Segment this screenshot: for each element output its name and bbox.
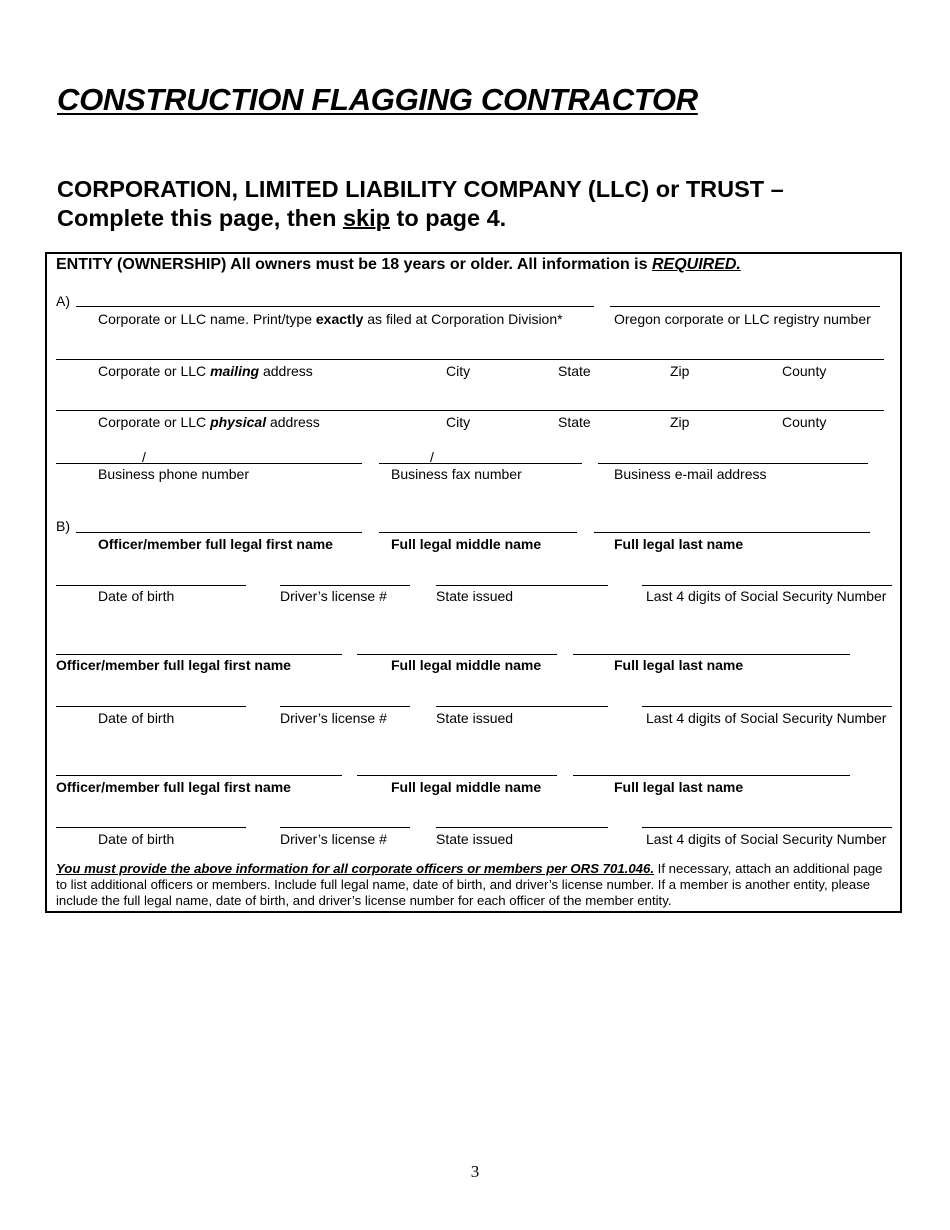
business-phone-label: Business phone number [98,466,249,482]
officer-requirement-note [56,861,892,909]
officer3-license-label: Driver’s license # [280,831,387,847]
business-fax-label: Business fax number [391,466,522,482]
officer2-middle-name-field[interactable] [357,654,557,655]
city-label: City [446,414,471,430]
name-label-bold: exactly [315,311,364,327]
officer3-middle-name-label: Full legal middle name [391,779,542,795]
zip-label: Zip [670,363,690,379]
county-label: County [782,414,827,430]
officer3-state-issued-field[interactable] [436,827,608,828]
officer1-dob-field[interactable] [56,585,246,586]
section-b-label: B) [56,518,70,534]
officer3-last-name-field[interactable] [573,775,850,776]
fax-separator: / [430,449,434,465]
state-label: State [558,363,591,379]
officer3-dob-field[interactable] [56,827,246,828]
officer2-first-name-label: Officer/member full legal first name [56,657,291,673]
page-number: 3 [470,1162,480,1181]
officer2-license-label: Driver’s license # [280,710,387,726]
section-subtitle-line1: CORPORATION, LIMITED LIABILITY COMPANY (LLC) or TRUST – [57,176,784,202]
registry-number-field[interactable] [610,306,880,307]
officer3-dob-label: Date of birth [98,831,175,847]
business-email-label: Business e-mail address [614,466,767,482]
officer1-middle-name-label: Full legal middle name [391,536,542,552]
entity-header [56,256,741,274]
officer1-middle-name-field[interactable] [379,532,577,533]
registry-number-label: Oregon corporate or LLC registry number [614,311,871,327]
section-subtitle-line2 [57,205,506,232]
officer3-first-name-label: Officer/member full legal first name [56,779,291,795]
officer2-dob-field[interactable] [56,706,246,707]
entity-form-box [45,252,902,913]
state-label: State [558,414,591,430]
officer3-first-name-field[interactable] [56,775,342,776]
physical-emphasis: physical [210,414,267,430]
officer1-first-name-label: Officer/member full legal first name [98,536,333,552]
officer2-last-name-field[interactable] [573,654,850,655]
officer1-state-issued-field[interactable] [436,585,608,586]
officer3-middle-name-field[interactable] [357,775,557,776]
officer2-state-issued-field[interactable] [436,706,608,707]
business-email-field[interactable] [598,463,868,464]
officer2-state-issued-label: State issued [436,710,514,726]
requirement-text: If necessary, attach an additional page to list additional officers or members. Include full legal name, date of birth, and driver’s license number. If a member is another entity, please include the full legal name, date of birth, and driver’s license number for each officer of the member entity. [56,861,883,908]
officer1-license-field[interactable] [280,585,410,586]
required-label: REQUIRED. [651,256,741,273]
officer3-ssn-field[interactable] [642,827,892,828]
officer1-dob-label: Date of birth [98,588,175,604]
officer2-ssn-label: Last 4 digits of Social Security Number [646,710,887,726]
business-phone-field[interactable] [56,463,362,464]
officer2-middle-name-label: Full legal middle name [391,657,542,673]
mailing-text: Corporate or LLC [98,363,211,379]
officer2-last-name-label: Full legal last name [614,657,744,673]
officer1-last-name-field[interactable] [594,532,870,533]
officer1-ssn-field[interactable] [642,585,892,586]
mailing-address-field[interactable] [56,359,884,360]
requirement-emphasis: You must provide the above information for all corporate officers or members per ORS 701.046. [56,861,654,876]
mailing-text-end: address [259,363,313,379]
officer3-license-field[interactable] [280,827,410,828]
phone-separator: / [142,449,146,465]
officer3-state-issued-label: State issued [436,831,514,847]
mailing-address-label [98,363,313,379]
subtitle-text: Complete this page, then [57,205,343,231]
business-fax-field[interactable] [379,463,582,464]
mailing-emphasis: mailing [210,363,260,379]
officer1-first-name-field[interactable] [76,532,362,533]
officer1-license-label: Driver’s license # [280,588,387,604]
officer1-ssn-label: Last 4 digits of Social Security Number [646,588,887,604]
name-label-end: as filed at Corporation Division* [363,311,563,327]
section-a-label: A) [56,293,70,309]
physical-address-label [98,414,320,430]
officer2-first-name-field[interactable] [56,654,342,655]
name-label-text: Corporate or LLC name. Print/type [98,311,316,327]
officer3-last-name-label: Full legal last name [614,779,744,795]
officer2-ssn-field[interactable] [642,706,892,707]
zip-label: Zip [670,414,690,430]
subtitle-text-end: to page 4. [389,205,507,231]
officer1-state-issued-label: State issued [436,588,514,604]
entity-header-text: ENTITY (OWNERSHIP) All owners must be 18 years or older. All information is [56,256,652,273]
officer1-last-name-label: Full legal last name [614,536,744,552]
page-title: CONSTRUCTION FLAGGING CONTRACTOR [57,82,698,117]
officer2-license-field[interactable] [280,706,410,707]
physical-text: Corporate or LLC [98,414,211,430]
physical-address-field[interactable] [56,410,884,411]
corporate-name-field[interactable] [76,306,594,307]
officer2-dob-label: Date of birth [98,710,175,726]
officer3-ssn-label: Last 4 digits of Social Security Number [646,831,887,847]
city-label: City [446,363,471,379]
county-label: County [782,363,827,379]
skip-word: skip [342,205,390,231]
corporate-name-label [98,311,563,327]
physical-text-end: address [266,414,320,430]
